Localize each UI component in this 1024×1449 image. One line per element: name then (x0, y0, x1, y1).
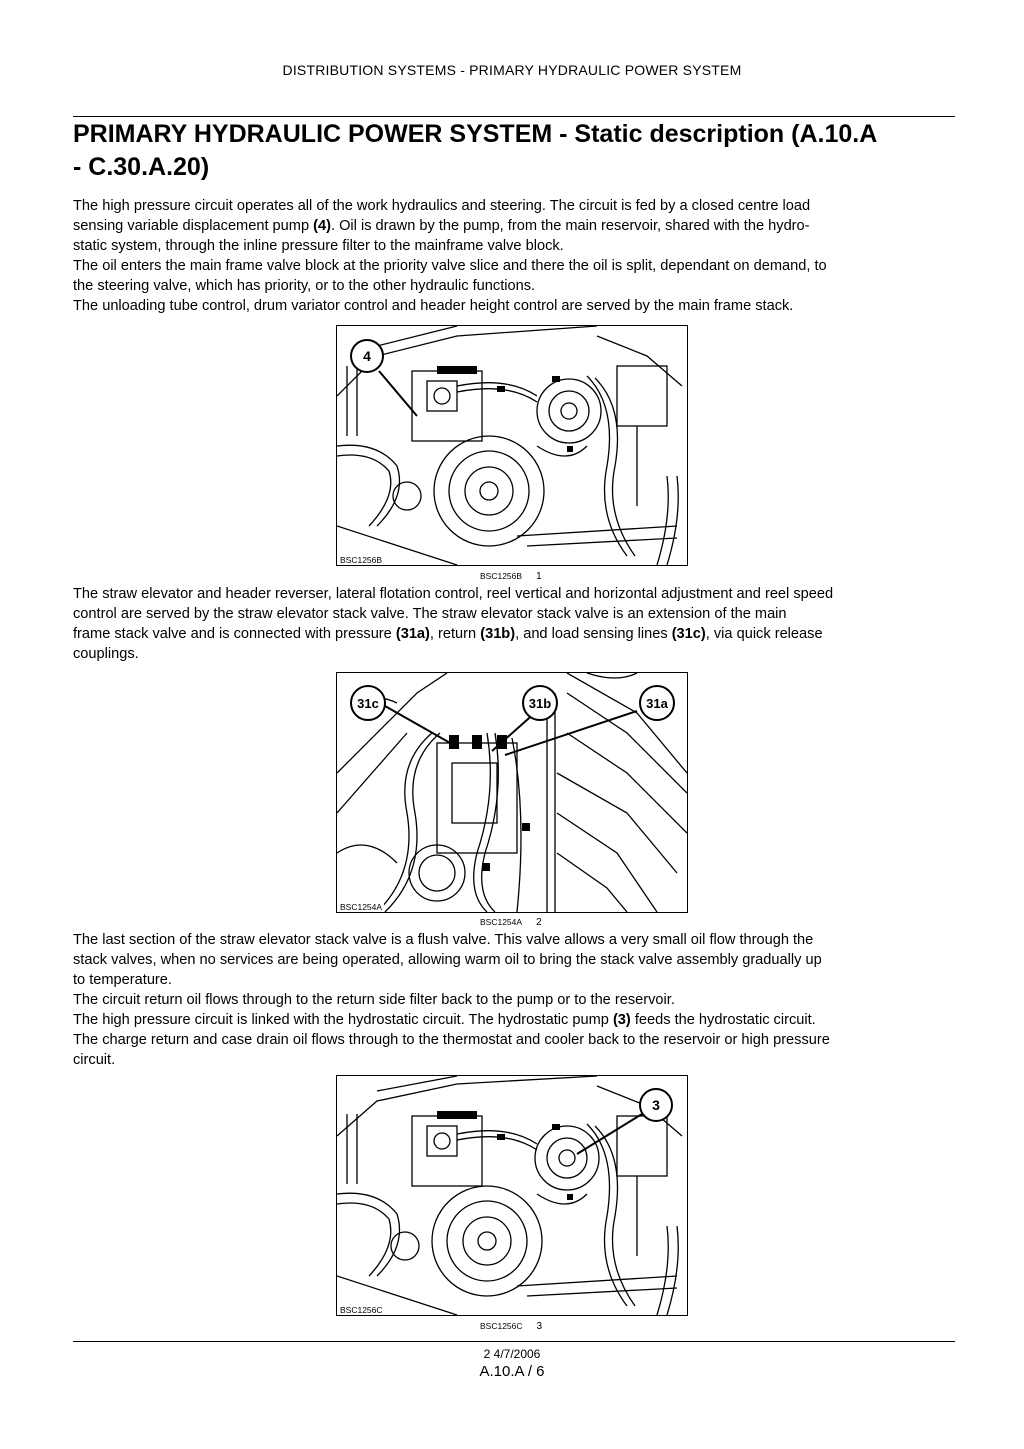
title-bold-part: PRIMARY HYDRAULIC POWER SYSTEM - (73, 120, 575, 148)
ref-31a: (31a) (395, 626, 430, 642)
paragraph-3 (73, 930, 954, 1070)
figure-1-code: BSC1256B (340, 555, 383, 565)
caption-code: BSC1256C (480, 1321, 523, 1331)
p3-line: The circuit return oil flows through to the return side filter back to the pump or to the reservoir. (73, 992, 675, 1008)
p2-text: , via quick release (705, 626, 823, 642)
p1-line: The unloading tube control, drum variator control and header height control are served by the main frame stack. (73, 298, 794, 314)
p1-line: The oil enters the main frame valve block at the priority valve slice and there the oil is split, dependant on demand, to (73, 258, 827, 274)
p1-line: the steering valve, which has priority, or to the other hydraulic functions. (73, 278, 536, 294)
p1-text: . Oil is drawn by the pump, from the main reservoir, shared with the hydro- (330, 218, 810, 234)
ref-31c: (31c) (671, 626, 706, 642)
p3-line: The last section of the straw elevator stack valve is a flush valve. This valve allows a very small oil flow through the (73, 932, 814, 948)
figure-3-hydrostatic-pump (336, 1075, 688, 1316)
callout-4-leader (379, 371, 417, 416)
p3-text: feeds the hydrostatic circuit. (630, 1012, 816, 1028)
ref-3: (3) (612, 1012, 631, 1028)
callout-4-label: 4 (363, 348, 371, 364)
p2-line: The straw elevator and header reverser, lateral flotation control, reel vertical and horizontal adjustment and reel speed (73, 586, 834, 602)
page-title (73, 118, 963, 184)
ref-4: (4) (313, 218, 331, 234)
figure-1-engine-pump (336, 325, 688, 566)
figure-2-caption (480, 917, 542, 928)
p1-line (73, 216, 954, 236)
figure-3-caption (480, 1321, 542, 1332)
p3-text: The high pressure circuit is linked with the hydrostatic circuit. The hydrostatic pump (73, 1012, 613, 1028)
p2-line (73, 624, 954, 644)
caption-code: BSC1256B (480, 571, 523, 581)
p2-line: control are served by the straw elevator stack valve. The straw elevator stack valve is an extension of the main (73, 606, 787, 622)
p2-text: , and load sensing lines (515, 626, 672, 642)
title-second-line: - C.30.A.20) (73, 153, 210, 181)
callout-31a-label: 31a (646, 696, 668, 711)
header-rule (73, 116, 955, 117)
footer-date: 2 4/7/2006 (483, 1347, 541, 1361)
caption-number: 3 (536, 1321, 543, 1332)
callout-31c-label: 31c (357, 696, 379, 711)
paragraph-2 (73, 584, 954, 664)
title-rest-part: Static description (A.10.A (574, 120, 878, 148)
p3-line: stack valves, when no services are being operated, allowing warm oil to bring the stack valve assembly gradually up (73, 952, 822, 968)
caption-number: 2 (536, 917, 542, 928)
figure-2-drawing (337, 673, 687, 912)
paragraph-1 (73, 196, 954, 316)
figure-2-code: BSC1254A (340, 902, 383, 912)
p2-text: frame stack valve and is connected with pressure (73, 626, 396, 642)
figure-3-code: BSC1256C (340, 1305, 383, 1315)
p2-text: , return (429, 626, 481, 642)
figure-3-drawing (337, 1076, 687, 1315)
callout-31b-label: 31b (528, 696, 552, 711)
caption-number: 1 (536, 571, 542, 582)
figure-2-stack-valve (336, 672, 688, 913)
p3-line: circuit. (73, 1052, 116, 1068)
p3-line (73, 1010, 954, 1030)
running-header: DISTRIBUTION SYSTEMS - PRIMARY HYDRAULIC POWER SYSTEM (282, 62, 742, 78)
callout-3-label: 3 (652, 1097, 660, 1113)
p1-text: sensing variable displacement pump (73, 218, 314, 234)
p1-line: The high pressure circuit operates all of the work hydraulics and steering. The circuit is fed by a closed centre load (73, 198, 811, 214)
footer-rule (73, 1341, 955, 1342)
p3-line: to temperature. (73, 972, 172, 988)
p1-line: static system, through the inline pressure filter to the mainframe valve block. (73, 238, 564, 254)
callout-31c-leader (385, 706, 459, 748)
p2-line: couplings. (73, 646, 139, 662)
p3-line: The charge return and case drain oil flows through to the thermostat and cooler back to the reservoir or high pressure (73, 1032, 830, 1048)
page-number: A.10.A / 6 (479, 1363, 545, 1380)
figure-1-drawing (337, 326, 687, 565)
callout-31a-leader (505, 711, 637, 755)
figure-1-caption (480, 571, 542, 582)
caption-code: BSC1254A (480, 917, 523, 927)
ref-31b: (31b) (480, 626, 516, 642)
